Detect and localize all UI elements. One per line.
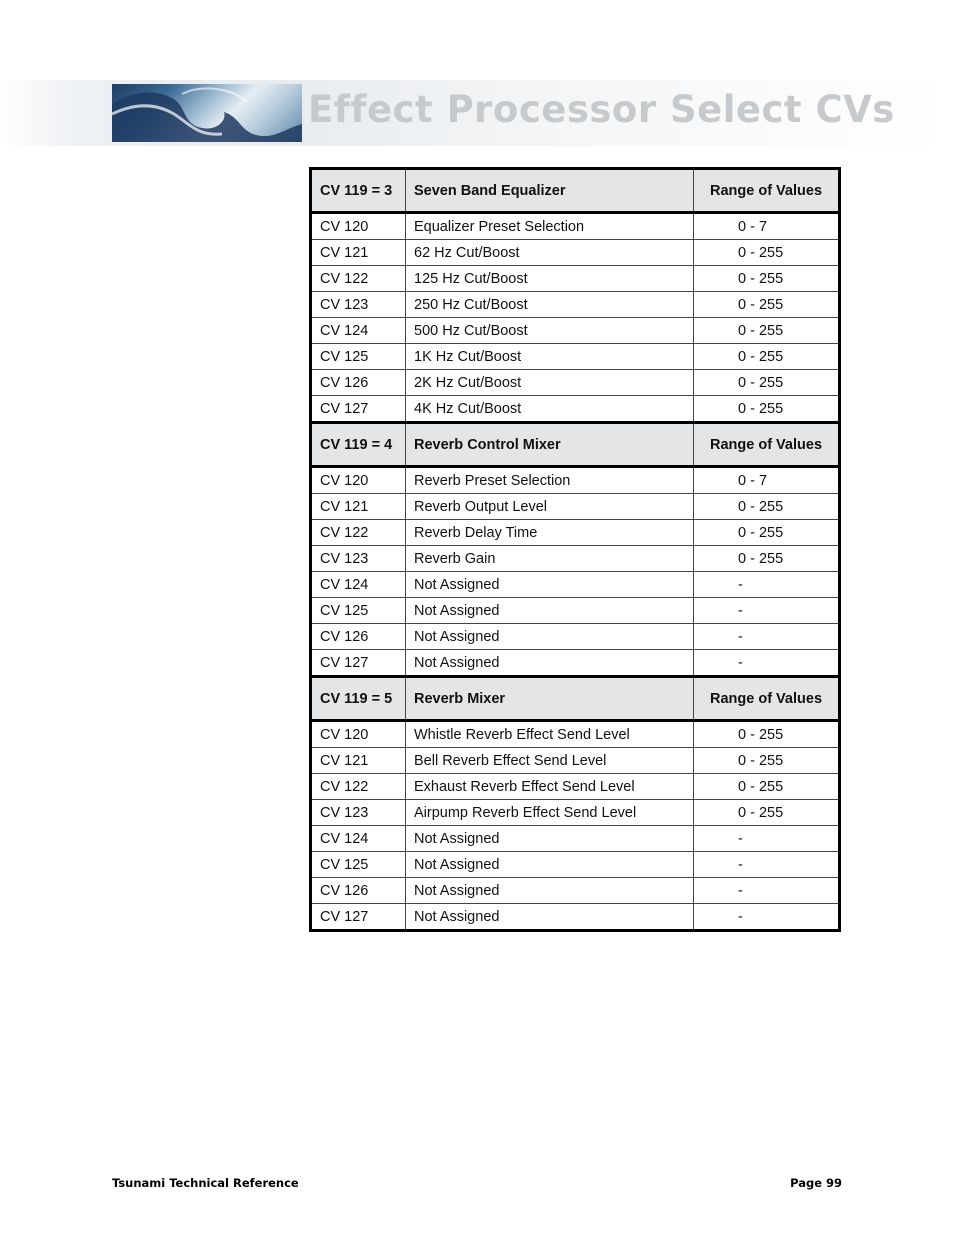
- cv-range-cell: 0 - 255: [694, 748, 840, 774]
- cv-description-cell: Whistle Reverb Effect Send Level: [406, 721, 694, 748]
- cv-description-cell: Not Assigned: [406, 650, 694, 677]
- section-header-row: [311, 169, 840, 213]
- wave-logo-image: [112, 84, 302, 142]
- section-name: Seven Band Equalizer: [406, 169, 694, 213]
- table-row: [311, 370, 840, 396]
- cv-range-cell: 0 - 255: [694, 292, 840, 318]
- cv-number-cell: CV 123: [311, 800, 406, 826]
- section-name: Reverb Control Mixer: [406, 423, 694, 467]
- page-title: Effect Processor Select CVs: [308, 88, 895, 131]
- cv-range-cell: 0 - 255: [694, 318, 840, 344]
- table-row: [311, 774, 840, 800]
- table-row: [311, 826, 840, 852]
- section-cv-setting: CV 119 = 4: [311, 423, 406, 467]
- footer-page-number: Page 99: [790, 1176, 842, 1190]
- cv-description-cell: 4K Hz Cut/Boost: [406, 396, 694, 423]
- table-row: [311, 266, 840, 292]
- section-cv-setting: CV 119 = 3: [311, 169, 406, 213]
- cv-description-cell: Reverb Delay Time: [406, 520, 694, 546]
- section-name: Reverb Mixer: [406, 677, 694, 721]
- cv-description-cell: Equalizer Preset Selection: [406, 213, 694, 240]
- cv-range-cell: 0 - 7: [694, 467, 840, 494]
- cv-number-cell: CV 127: [311, 650, 406, 677]
- cv-number-cell: CV 122: [311, 520, 406, 546]
- cv-description-cell: Exhaust Reverb Effect Send Level: [406, 774, 694, 800]
- section-range-header: Range of Values: [694, 423, 840, 467]
- table-row: [311, 624, 840, 650]
- cv-description-cell: Bell Reverb Effect Send Level: [406, 748, 694, 774]
- table-row: [311, 878, 840, 904]
- cv-range-cell: 0 - 255: [694, 240, 840, 266]
- cv-description-cell: Airpump Reverb Effect Send Level: [406, 800, 694, 826]
- cv-range-cell: 0 - 255: [694, 266, 840, 292]
- cv-number-cell: CV 124: [311, 826, 406, 852]
- cv-number-cell: CV 125: [311, 598, 406, 624]
- cv-range-cell: 0 - 255: [694, 546, 840, 572]
- cv-range-cell: 0 - 255: [694, 494, 840, 520]
- table-row: [311, 396, 840, 423]
- cv-range-cell: -: [694, 826, 840, 852]
- cv-description-cell: Reverb Gain: [406, 546, 694, 572]
- cv-number-cell: CV 121: [311, 494, 406, 520]
- cv-range-cell: 0 - 255: [694, 520, 840, 546]
- cv-description-cell: Reverb Output Level: [406, 494, 694, 520]
- table-row: [311, 748, 840, 774]
- table-row: [311, 520, 840, 546]
- cv-number-cell: CV 120: [311, 213, 406, 240]
- cv-range-cell: -: [694, 598, 840, 624]
- cv-description-cell: 250 Hz Cut/Boost: [406, 292, 694, 318]
- section-range-header: Range of Values: [694, 169, 840, 213]
- table-row: [311, 467, 840, 494]
- cv-range-cell: 0 - 255: [694, 396, 840, 423]
- cv-description-cell: Not Assigned: [406, 598, 694, 624]
- table-row: [311, 598, 840, 624]
- cv-description-cell: Not Assigned: [406, 572, 694, 598]
- cv-range-cell: -: [694, 852, 840, 878]
- cv-number-cell: CV 127: [311, 904, 406, 931]
- cv-number-cell: CV 120: [311, 721, 406, 748]
- cv-number-cell: CV 126: [311, 370, 406, 396]
- cv-range-cell: -: [694, 572, 840, 598]
- cv-range-cell: 0 - 255: [694, 344, 840, 370]
- table-row: [311, 240, 840, 266]
- table-row: [311, 852, 840, 878]
- cv-table: [309, 167, 841, 932]
- cv-number-cell: CV 125: [311, 344, 406, 370]
- section-cv-setting: CV 119 = 5: [311, 677, 406, 721]
- cv-number-cell: CV 127: [311, 396, 406, 423]
- cv-description-cell: Not Assigned: [406, 624, 694, 650]
- cv-number-cell: CV 121: [311, 240, 406, 266]
- cv-range-cell: -: [694, 624, 840, 650]
- cv-description-cell: 500 Hz Cut/Boost: [406, 318, 694, 344]
- table-row: [311, 494, 840, 520]
- table-row: [311, 904, 840, 931]
- section-header-row: [311, 423, 840, 467]
- cv-range-cell: 0 - 255: [694, 370, 840, 396]
- cv-description-cell: Not Assigned: [406, 904, 694, 931]
- cv-number-cell: CV 126: [311, 878, 406, 904]
- cv-description-cell: 62 Hz Cut/Boost: [406, 240, 694, 266]
- cv-range-cell: -: [694, 650, 840, 677]
- cv-description-cell: 125 Hz Cut/Boost: [406, 266, 694, 292]
- table-row: [311, 721, 840, 748]
- table-row: [311, 318, 840, 344]
- cv-number-cell: CV 123: [311, 546, 406, 572]
- table-row: [311, 546, 840, 572]
- cv-description-cell: Not Assigned: [406, 852, 694, 878]
- table-row: [311, 344, 840, 370]
- cv-range-cell: 0 - 7: [694, 213, 840, 240]
- cv-description-cell: Not Assigned: [406, 826, 694, 852]
- cv-description-cell: Reverb Preset Selection: [406, 467, 694, 494]
- table-row: [311, 800, 840, 826]
- table-row: [311, 292, 840, 318]
- table-row: [311, 650, 840, 677]
- cv-number-cell: CV 126: [311, 624, 406, 650]
- cv-range-cell: 0 - 255: [694, 721, 840, 748]
- cv-number-cell: CV 121: [311, 748, 406, 774]
- cv-description-cell: 2K Hz Cut/Boost: [406, 370, 694, 396]
- cv-description-cell: 1K Hz Cut/Boost: [406, 344, 694, 370]
- cv-number-cell: CV 125: [311, 852, 406, 878]
- cv-table-body: [311, 169, 840, 931]
- cv-number-cell: CV 122: [311, 774, 406, 800]
- cv-number-cell: CV 124: [311, 572, 406, 598]
- section-range-header: Range of Values: [694, 677, 840, 721]
- footer-doc-title: Tsunami Technical Reference: [112, 1176, 299, 1190]
- table-row: [311, 572, 840, 598]
- cv-range-cell: -: [694, 904, 840, 931]
- cv-number-cell: CV 122: [311, 266, 406, 292]
- cv-number-cell: CV 123: [311, 292, 406, 318]
- cv-number-cell: CV 124: [311, 318, 406, 344]
- cv-range-cell: 0 - 255: [694, 774, 840, 800]
- cv-description-cell: Not Assigned: [406, 878, 694, 904]
- section-header-row: [311, 677, 840, 721]
- cv-range-cell: 0 - 255: [694, 800, 840, 826]
- table-row: [311, 213, 840, 240]
- cv-number-cell: CV 120: [311, 467, 406, 494]
- cv-range-cell: -: [694, 878, 840, 904]
